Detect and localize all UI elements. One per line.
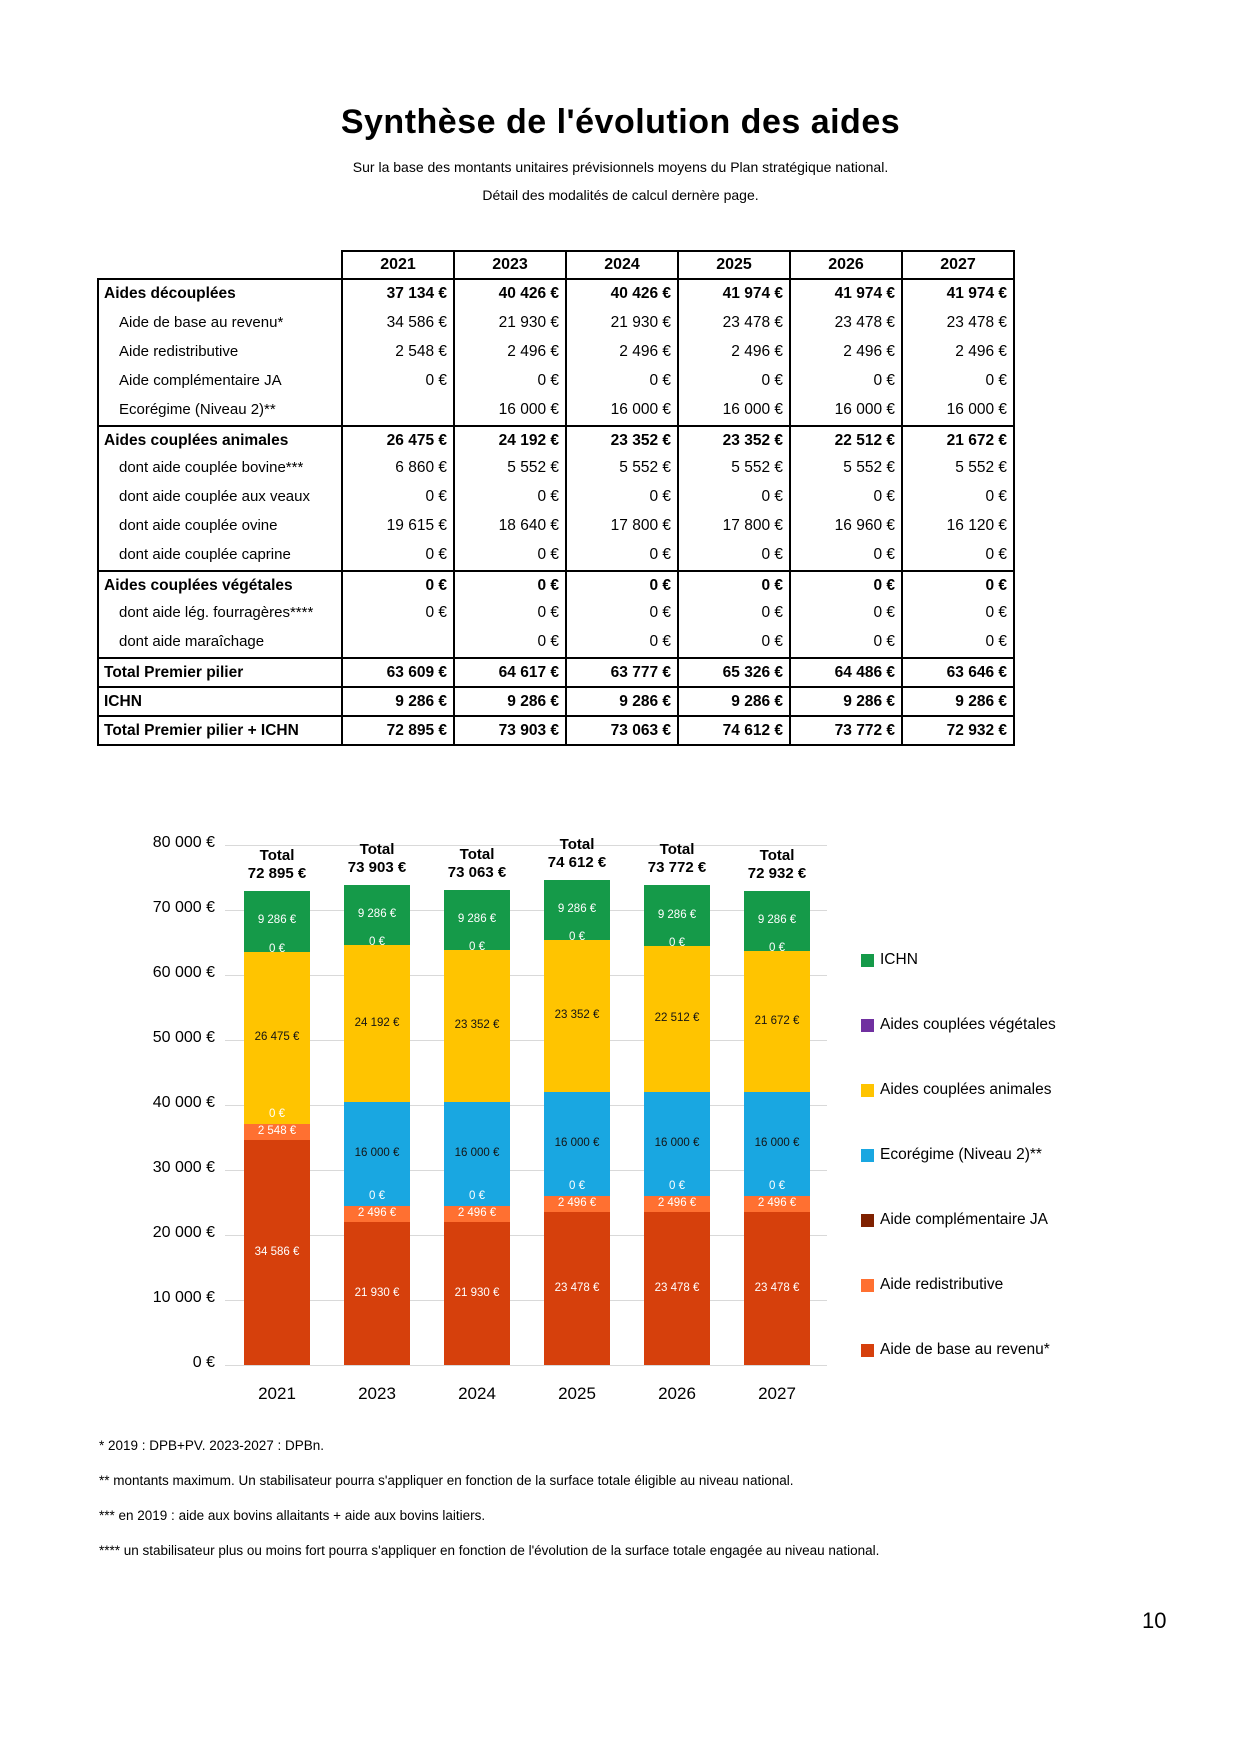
- table-header-cell: 2027: [901, 252, 1013, 278]
- table-cell: 0 €: [453, 483, 565, 512]
- table-cell: 0 €: [341, 572, 453, 599]
- bar-segment-label: 0 €: [669, 1180, 685, 1193]
- legend-label: Aides couplées animales: [880, 1081, 1052, 1098]
- bar-total-label-value: 73 772 €: [647, 859, 707, 877]
- table-row-label: dont aide couplée bovine***: [119, 459, 304, 476]
- table-cell: 40 426 €: [565, 280, 677, 309]
- table-header-cell: 2026: [789, 252, 901, 278]
- bar-segment-label: 16 000 €: [654, 1137, 700, 1150]
- bar-segment-label: 21 672 €: [754, 1014, 800, 1027]
- bar-segment-label: 9 286 €: [457, 913, 497, 926]
- bar-segment-label: 34 586 €: [254, 1245, 300, 1258]
- footnote-line: * 2019 : DPB+PV. 2023-2027 : DPBn.: [99, 1438, 325, 1453]
- bar-segment-label: 26 475 €: [254, 1030, 300, 1043]
- bar-segment-label: 0 €: [269, 1107, 285, 1120]
- table-row: [99, 512, 1013, 541]
- bar-segment-label: 9 286 €: [357, 907, 397, 920]
- bar-segment-label: 2 496 €: [757, 1197, 797, 1210]
- y-axis-tick-label: 50 000 €: [152, 1029, 215, 1046]
- x-axis-label: 2023: [358, 1384, 396, 1403]
- table-row-label: ICHN: [104, 693, 142, 710]
- y-axis-tick-label: 80 000 €: [152, 834, 215, 851]
- table-cell: 0 €: [565, 483, 677, 512]
- legend-label: Aide redistributive: [880, 1276, 1004, 1293]
- table-cell: 2 548 €: [341, 338, 453, 367]
- footnote-line: *** en 2019 : aide aux bovins allaitants + aide aux bovins laitiers.: [99, 1508, 486, 1523]
- table-row-label: Ecorégime (Niveau 2)**: [119, 401, 276, 418]
- table-cell: [341, 628, 453, 657]
- table-row-label: Total Premier pilier + ICHN: [104, 722, 299, 739]
- table-cell: 0 €: [565, 541, 677, 570]
- bar-segment-label: 21 930 €: [354, 1286, 400, 1299]
- table-cell: 21 672 €: [901, 427, 1013, 454]
- bar-total-label-value: 72 895 €: [247, 865, 307, 883]
- x-axis-label: 2025: [558, 1384, 596, 1403]
- legend-label: Aide de base au revenu*: [880, 1341, 1050, 1358]
- table-cell: 40 426 €: [453, 280, 565, 309]
- bar-segment-label: 2 496 €: [557, 1197, 597, 1210]
- table-row: [99, 541, 1013, 570]
- table-row: [99, 338, 1013, 367]
- table-row-label: Aides couplées végétales: [104, 577, 293, 594]
- table-cell: 0 €: [901, 483, 1013, 512]
- table-cell: 0 €: [677, 483, 789, 512]
- gridline: [225, 975, 827, 976]
- table-cell: 0 €: [677, 628, 789, 657]
- bar-total-label-title: Total: [259, 847, 295, 865]
- bar-total-label-value: 74 612 €: [547, 854, 607, 872]
- bar-segment-label: 0 €: [469, 1190, 485, 1203]
- x-axis-label: 2026: [658, 1384, 696, 1403]
- table-cell: 16 000 €: [453, 396, 565, 425]
- table-cell: 9 286 €: [789, 688, 901, 715]
- bar-segment-label: 16 000 €: [454, 1147, 500, 1160]
- bar-segment-label: 23 352 €: [554, 1009, 600, 1022]
- table-cell: 23 478 €: [789, 309, 901, 338]
- bar-total-label-title: Total: [359, 840, 395, 858]
- table-cell: 0 €: [789, 628, 901, 657]
- table-cell: 0 €: [901, 541, 1013, 570]
- table-cell: 0 €: [453, 541, 565, 570]
- subtitle-line-2: Détail des modalités de calcul dernère page.: [482, 187, 759, 203]
- table-cell: 63 646 €: [901, 659, 1013, 686]
- table-row: [99, 715, 1013, 744]
- table-cell: 41 974 €: [677, 280, 789, 309]
- table-cell: 19 615 €: [341, 512, 453, 541]
- table-row: [99, 570, 1013, 599]
- y-axis-tick-label: 70 000 €: [152, 899, 215, 916]
- bar-segment-label: 0 €: [469, 941, 485, 954]
- gridline: [225, 1170, 827, 1171]
- gridline: [225, 1105, 827, 1106]
- table-cell: 0 €: [901, 572, 1013, 599]
- table-cell: 0 €: [789, 367, 901, 396]
- table-cell: 0 €: [789, 541, 901, 570]
- table-cell: 21 930 €: [453, 309, 565, 338]
- table-cell: 17 800 €: [677, 512, 789, 541]
- table-cell: 23 352 €: [565, 427, 677, 454]
- table-cell: 72 932 €: [901, 717, 1013, 744]
- bar-segment-label: 22 512 €: [654, 1012, 700, 1024]
- table-cell: 16 960 €: [789, 512, 901, 541]
- bar-segment-label: 16 000 €: [554, 1137, 600, 1150]
- legend-label: Aides couplées végétales: [880, 1016, 1056, 1033]
- y-axis-tick-label: 0 €: [192, 1354, 215, 1371]
- table-row: [99, 396, 1013, 425]
- legend-marker-icon: [861, 1344, 874, 1357]
- table-cell: 73 903 €: [453, 717, 565, 744]
- table-row-label: dont aide lég. fourragères****: [119, 604, 314, 621]
- table-cell: 63 777 €: [565, 659, 677, 686]
- table-row: [99, 454, 1013, 483]
- table-cell: 9 286 €: [453, 688, 565, 715]
- table-row: [99, 367, 1013, 396]
- bar-segment-label: 9 286 €: [757, 914, 797, 927]
- table-row-label: Total Premier pilier: [104, 664, 244, 681]
- table-row: [99, 280, 1013, 309]
- y-axis-tick-label: 40 000 €: [152, 1094, 215, 1111]
- table-cell: 0 €: [453, 572, 565, 599]
- table-row-label: Aide redistributive: [119, 343, 239, 360]
- table-cell: 16 000 €: [789, 396, 901, 425]
- bar-segment-label: 0 €: [669, 936, 685, 949]
- table-header-row: [341, 250, 1015, 280]
- table-cell: 16 000 €: [901, 396, 1013, 425]
- table-cell: 0 €: [789, 572, 901, 599]
- legend-marker-icon: [861, 1019, 874, 1032]
- table-row: [99, 657, 1013, 686]
- table-cell: 23 478 €: [901, 309, 1013, 338]
- bar-segment-label: 9 286 €: [657, 908, 697, 921]
- table-cell: 16 000 €: [677, 396, 789, 425]
- bar-total-label: [712, 847, 842, 883]
- table-cell: 73 772 €: [789, 717, 901, 744]
- bar-segment-label: 16 000 €: [354, 1147, 400, 1160]
- table-cell: 72 895 €: [341, 717, 453, 744]
- bar-segment-label: 2 496 €: [357, 1207, 397, 1220]
- bar-segment-label: 23 478 €: [754, 1281, 800, 1294]
- table-cell: 37 134 €: [341, 280, 453, 309]
- table-cell: 22 512 €: [789, 427, 901, 454]
- table-cell: 9 286 €: [901, 688, 1013, 715]
- bar-segment-label: 2 496 €: [657, 1197, 697, 1210]
- table-cell: 5 552 €: [901, 454, 1013, 483]
- table-cell: 26 475 €: [341, 427, 453, 454]
- table-cell: 16 120 €: [901, 512, 1013, 541]
- table-cell: 21 930 €: [565, 309, 677, 338]
- table-cell: 24 192 €: [453, 427, 565, 454]
- bar-total-label-value: 73 063 €: [447, 864, 507, 882]
- table-row-label: dont aide maraîchage: [119, 633, 265, 650]
- bar-segment-label: 23 478 €: [554, 1281, 600, 1294]
- bar-segment-label: 9 286 €: [557, 903, 597, 916]
- bar-segment-label: 0 €: [269, 942, 285, 955]
- x-axis-label: 2024: [458, 1384, 496, 1403]
- table-cell: 0 €: [341, 367, 453, 396]
- table-cell: 0 €: [341, 599, 453, 628]
- table-row: [99, 309, 1013, 338]
- table-cell: 34 586 €: [341, 309, 453, 338]
- bar-segment-label: 0 €: [769, 1180, 785, 1193]
- legend-label: ICHN: [880, 951, 918, 968]
- legend-marker-icon: [861, 1214, 874, 1227]
- table-body: [97, 278, 1015, 746]
- y-axis-tick-label: 60 000 €: [152, 964, 215, 981]
- table-row-label: dont aide couplée aux veaux: [119, 488, 310, 505]
- table-cell: [341, 396, 453, 425]
- table-cell: 2 496 €: [789, 338, 901, 367]
- table-row: [99, 599, 1013, 628]
- table-cell: 2 496 €: [901, 338, 1013, 367]
- legend-label: Aide complémentaire JA: [880, 1211, 1048, 1228]
- table-cell: 0 €: [453, 367, 565, 396]
- footnote-line: **** un stabilisateur plus ou moins fort pourra s'appliquer en fonction de l'évolution de la surface totale engagée au niveau national.: [99, 1543, 880, 1558]
- table-cell: 2 496 €: [565, 338, 677, 367]
- bar-segment-label: 2 548 €: [257, 1124, 297, 1137]
- table-cell: 74 612 €: [677, 717, 789, 744]
- table-cell: 0 €: [901, 367, 1013, 396]
- bar-segment-label: 0 €: [369, 1190, 385, 1203]
- bar-segment-label: 0 €: [369, 935, 385, 948]
- table-cell: 0 €: [901, 599, 1013, 628]
- legend-label: Ecorégime (Niveau 2)**: [880, 1146, 1042, 1163]
- table-cell: 0 €: [677, 541, 789, 570]
- bar-total-label-value: 72 932 €: [747, 864, 807, 882]
- page-title: Synthèse de l'évolution des aides: [340, 103, 901, 141]
- table-cell: 41 974 €: [789, 280, 901, 309]
- x-axis-label: 2021: [258, 1384, 296, 1403]
- table-cell: 9 286 €: [565, 688, 677, 715]
- table-cell: 5 552 €: [677, 454, 789, 483]
- table-cell: 73 063 €: [565, 717, 677, 744]
- bar-segment-label: 23 352 €: [454, 1019, 500, 1032]
- bar-total-label-title: Total: [559, 836, 595, 854]
- bar-segment-label: 23 478 €: [654, 1281, 700, 1294]
- table-cell: 0 €: [789, 599, 901, 628]
- bar-total-label-value: 73 903 €: [347, 858, 407, 876]
- legend-marker-icon: [861, 1084, 874, 1097]
- bar-total-label-title: Total: [659, 841, 695, 859]
- table-row-label: Aides découplées: [104, 285, 236, 302]
- table-cell: 0 €: [677, 599, 789, 628]
- table-cell: 0 €: [341, 541, 453, 570]
- y-axis-tick-label: 10 000 €: [152, 1289, 215, 1306]
- table-cell: 0 €: [677, 572, 789, 599]
- table-cell: 6 860 €: [341, 454, 453, 483]
- y-axis-tick-label: 20 000 €: [152, 1224, 215, 1241]
- table-header-cell: 2021: [341, 252, 453, 278]
- table-row-label: Aides couplées animales: [104, 432, 289, 449]
- table-cell: 18 640 €: [453, 512, 565, 541]
- table-cell: 0 €: [453, 599, 565, 628]
- bar-segment-label: 2 496 €: [457, 1207, 497, 1220]
- table-row-label: Aide complémentaire JA: [119, 372, 282, 389]
- table-cell: 64 486 €: [789, 659, 901, 686]
- table-cell: 41 974 €: [901, 280, 1013, 309]
- table-row: [99, 425, 1013, 454]
- legend-marker-icon: [861, 954, 874, 967]
- page-number: 10: [1142, 1608, 1167, 1633]
- bar-segment-label: 0 €: [569, 931, 585, 944]
- table-cell: 17 800 €: [565, 512, 677, 541]
- table-header-cell: 2024: [565, 252, 677, 278]
- bar-segment-label: 16 000 €: [754, 1137, 800, 1150]
- gridline: [225, 1300, 827, 1301]
- legend-marker-icon: [861, 1279, 874, 1292]
- table-cell: 0 €: [453, 628, 565, 657]
- table-cell: 9 286 €: [341, 688, 453, 715]
- table-cell: 0 €: [341, 483, 453, 512]
- subtitle-line-1: Sur la base des montants unitaires prévisionnels moyens du Plan stratégique national.: [352, 159, 889, 175]
- bar-segment-label: 9 286 €: [257, 914, 297, 927]
- y-axis-tick-label: 30 000 €: [152, 1159, 215, 1176]
- footnotes: [99, 1438, 1149, 1578]
- table-cell: 2 496 €: [677, 338, 789, 367]
- table-row: [99, 686, 1013, 715]
- bar-total-label-title: Total: [759, 846, 795, 864]
- table-cell: 0 €: [789, 483, 901, 512]
- table-cell: 0 €: [565, 367, 677, 396]
- table-cell: 0 €: [565, 599, 677, 628]
- table-cell: 0 €: [677, 367, 789, 396]
- table-row: [99, 483, 1013, 512]
- bar-segment-label: 21 930 €: [454, 1286, 500, 1299]
- bar-segment-label: 0 €: [569, 1180, 585, 1193]
- table-cell: 0 €: [565, 628, 677, 657]
- table-cell: 16 000 €: [565, 396, 677, 425]
- table-row-label: Aide de base au revenu*: [119, 314, 284, 331]
- table-cell: 23 478 €: [677, 309, 789, 338]
- table-header-cell: 2023: [453, 252, 565, 278]
- table-header-cell: 2025: [677, 252, 789, 278]
- x-axis-label: 2027: [758, 1384, 796, 1403]
- table-cell: 2 496 €: [453, 338, 565, 367]
- bar-segment-label: 0 €: [769, 942, 785, 955]
- table-cell: 5 552 €: [565, 454, 677, 483]
- footnote-line: ** montants maximum. Un stabilisateur pourra s'appliquer en fonction de la surface totale éligible au niveau national.: [99, 1473, 794, 1488]
- table-cell: 65 326 €: [677, 659, 789, 686]
- table-cell: 9 286 €: [677, 688, 789, 715]
- gridline: [225, 1235, 827, 1236]
- table-row: [99, 628, 1013, 657]
- legend-marker-icon: [861, 1149, 874, 1162]
- table-cell: 0 €: [901, 628, 1013, 657]
- table-cell: 5 552 €: [453, 454, 565, 483]
- table-row-label: dont aide couplée caprine: [119, 546, 291, 563]
- table-row-label: dont aide couplée ovine: [119, 517, 278, 534]
- table-cell: 5 552 €: [789, 454, 901, 483]
- bar-total-label-title: Total: [459, 846, 495, 864]
- table-cell: 0 €: [565, 572, 677, 599]
- gridline: [225, 1365, 827, 1366]
- table-cell: 63 609 €: [341, 659, 453, 686]
- table-cell: 23 352 €: [677, 427, 789, 454]
- table-cell: 64 617 €: [453, 659, 565, 686]
- bar-segment-label: 24 192 €: [354, 1016, 400, 1029]
